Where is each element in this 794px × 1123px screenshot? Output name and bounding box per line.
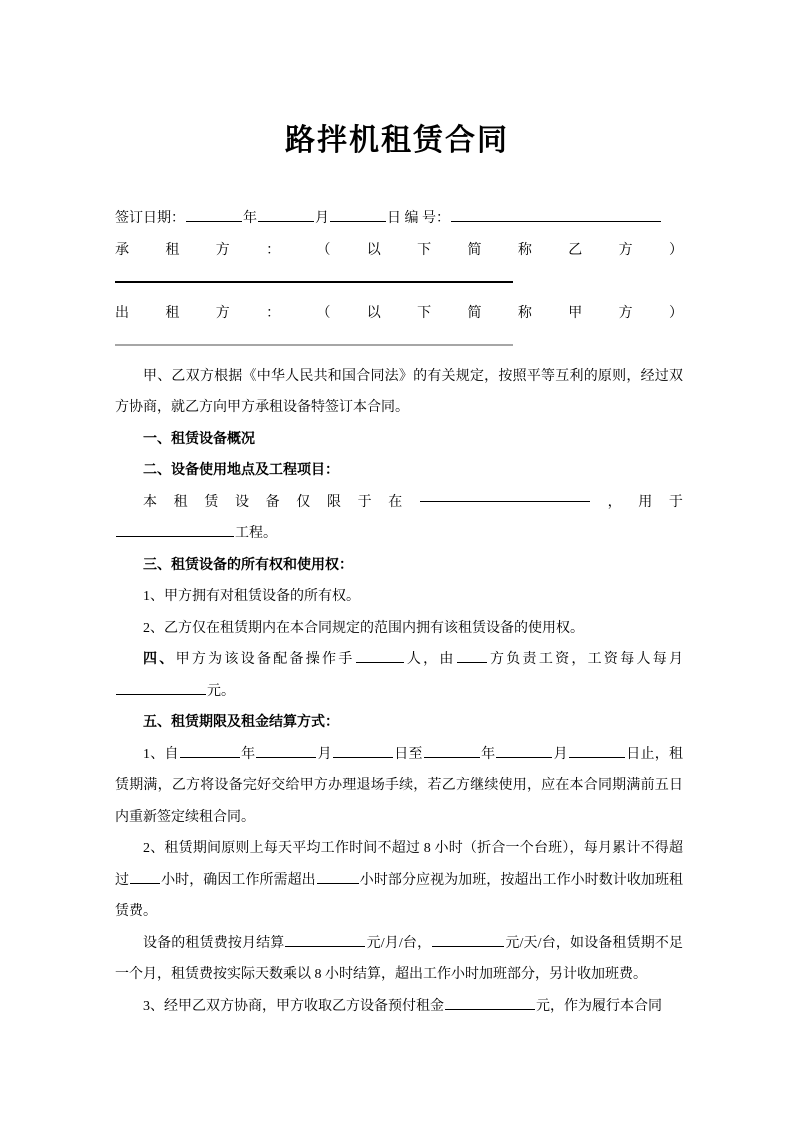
section-2-project-line <box>115 518 683 550</box>
lessee-signature-rule-row <box>115 266 683 298</box>
lessor-char-1: 租 <box>165 305 180 321</box>
s5-item2-b: 小时，确因工作所需超出 <box>161 872 316 888</box>
lessor-line <box>115 298 683 330</box>
lessee-char-8: 称 <box>517 242 532 258</box>
daily-rate-blank[interactable] <box>432 932 504 947</box>
s2-tail-char-1: 于 <box>668 494 683 510</box>
section-5-heading: 五、租赁期限及租金结算方式： <box>143 715 339 730</box>
lessor-char-10: 方 <box>618 305 633 321</box>
lessor-char-8: 称 <box>517 305 532 321</box>
wage-payer-blank[interactable] <box>457 648 487 663</box>
section-5-item-2 <box>115 833 683 928</box>
lessor-char-9: 甲 <box>568 305 583 321</box>
lessee-char-4: （ <box>316 242 331 258</box>
s5-fee-b: 元/月/台， <box>366 935 432 951</box>
sign-date-day-blank[interactable] <box>330 207 386 222</box>
section-2-heading: 二、设备使用地点及工程项目： <box>143 463 339 478</box>
s5-item1-day1: 日至 <box>393 746 423 762</box>
contract-number-label: 编 号： <box>404 211 450 226</box>
lessee-char-7: 简 <box>467 242 482 258</box>
lessor-char-5: 以 <box>366 305 381 321</box>
lessee-char-6: 下 <box>417 242 432 258</box>
sign-date-label: 签订日期： <box>115 211 185 226</box>
monthly-hours-cap-blank[interactable] <box>130 869 160 884</box>
s2-char-0: 本 <box>143 494 157 510</box>
monthly-wage-blank[interactable] <box>116 680 206 695</box>
usage-location-blank[interactable] <box>420 487 590 502</box>
operator-count-blank[interactable] <box>356 648 404 663</box>
section-4-text-a: 甲方为该设备配备操作手 <box>175 652 355 667</box>
lessor-signature-rule[interactable] <box>115 344 513 346</box>
s5-item2-c: 小时部分应视为加班，按超出工作小时数计收加班租赁费。 <box>115 872 684 919</box>
end-day-blank[interactable] <box>569 743 625 758</box>
start-month-blank[interactable] <box>256 743 316 758</box>
section-3-heading: 三、租赁设备的所有权和使用权： <box>143 557 353 573</box>
month-label: 月 <box>315 211 329 226</box>
section-3-item-2: 2、乙方仅在租赁期内在本合同规定的范围内拥有该租赁设备的使用权。 <box>143 620 584 636</box>
lessor-char-3: ： <box>266 305 281 321</box>
s5-item3-b: 元，作为履行本合同 <box>536 998 662 1014</box>
year-label: 年 <box>243 211 257 226</box>
s5-item1-month2: 月 <box>553 746 568 762</box>
lessee-line <box>115 235 683 267</box>
lessee-char-9: 乙 <box>568 242 583 258</box>
lessee-char-5: 以 <box>366 242 381 258</box>
document-body <box>115 203 683 1022</box>
end-month-blank[interactable] <box>496 743 552 758</box>
s2-char-4: 备 <box>265 494 280 510</box>
s5-item1-prefix: 1、自 <box>143 746 179 762</box>
lessee-char-2: 方 <box>215 242 230 258</box>
lessee-char-11: ） <box>668 242 683 258</box>
s2-tail-char-0: 用 <box>638 494 653 510</box>
section-2-project-suffix: 工程。 <box>235 526 277 541</box>
lessor-char-6: 下 <box>417 305 432 321</box>
overtime-hours-blank[interactable] <box>317 869 359 884</box>
lessor-char-0: 出 <box>115 305 129 321</box>
section-5-fee-paragraph <box>115 928 683 991</box>
section-4-text-c: 方负责工资，工资每人每月 <box>487 652 684 667</box>
sign-date-month-blank[interactable] <box>258 207 314 222</box>
page-title: 路拌机租赁合同 <box>285 124 509 157</box>
s2-comma: ， <box>607 494 622 510</box>
s2-char-6: 限 <box>326 494 341 510</box>
monthly-rate-blank[interactable] <box>285 932 365 947</box>
lessee-char-3: ： <box>266 242 281 258</box>
s5-fee-a: 设备的租赁费按月结算 <box>143 935 285 951</box>
lessor-char-2: 方 <box>215 305 230 321</box>
s2-char-2: 赁 <box>204 494 219 510</box>
start-day-blank[interactable] <box>333 743 393 758</box>
lessee-char-10: 方 <box>618 242 633 258</box>
s2-char-7: 于 <box>357 494 372 510</box>
lessee-signature-rule[interactable] <box>115 281 513 283</box>
start-year-blank[interactable] <box>180 743 240 758</box>
sign-date-line <box>115 203 683 235</box>
preamble-paragraph: 甲、乙双方根据《中华人民共和国合同法》的有关规定，按照平等互利的原则，经过双方协商，就乙方向甲方承租设备特签订本合同。 <box>115 368 683 415</box>
s5-item3-a: 3、经甲乙双方协商，甲方收取乙方设备预付租金 <box>143 998 444 1014</box>
section-3-item-1: 1、甲方拥有对租赁设备的所有权。 <box>143 589 360 604</box>
lessor-char-7: 简 <box>467 305 482 321</box>
s5-item1-year2: 年 <box>480 746 496 762</box>
s2-char-1: 租 <box>173 494 188 510</box>
sign-date-year-blank[interactable] <box>186 207 242 222</box>
section-4-number: 四、 <box>143 652 176 667</box>
s5-fee-c: 元/天/台，如设备租赁期不足一个月，租赁费按实际天数乘以 8 小时结算，超出工作小时加班部分，另计收加班费。 <box>115 935 684 982</box>
section-4-paragraph <box>115 644 683 707</box>
project-name-blank[interactable] <box>116 522 234 537</box>
day-label: 日 <box>387 211 401 226</box>
prepaid-rent-blank[interactable] <box>445 995 535 1010</box>
lessor-char-11: ） <box>668 305 683 321</box>
section-4-text-d: 元。 <box>207 683 235 699</box>
end-year-blank[interactable] <box>424 743 480 758</box>
s5-item2-a: 2、租赁期间原则上每天平均工作时间不超过 8 小时（折合一个台班），每月累计不得超过 <box>115 841 683 888</box>
lessor-signature-rule-row <box>115 329 683 361</box>
s5-item1-year1: 年 <box>240 746 256 762</box>
s2-char-8: 在 <box>388 494 403 510</box>
lessor-char-4: （ <box>316 305 331 321</box>
s5-item1-tail: 日止，租赁期满，乙方将设备完好交给甲方办理退场手续，若乙方继续使用，应在本合同期满前五日内重新签定续租合同。 <box>115 746 684 825</box>
section-5-item-1 <box>115 739 683 834</box>
lessee-char-0: 承 <box>115 242 129 258</box>
section-4-text-b: 人，由 <box>404 652 456 667</box>
section-5-item-3 <box>115 991 683 1023</box>
section-2-usage-line <box>115 487 683 519</box>
s2-char-3: 设 <box>234 494 249 510</box>
lessee-char-1: 租 <box>165 242 180 258</box>
contract-number-blank[interactable] <box>451 207 661 222</box>
section-1-heading: 一、租赁设备概况 <box>143 431 255 447</box>
s5-item1-month1: 月 <box>317 746 332 762</box>
s2-char-5: 仅 <box>296 494 311 510</box>
